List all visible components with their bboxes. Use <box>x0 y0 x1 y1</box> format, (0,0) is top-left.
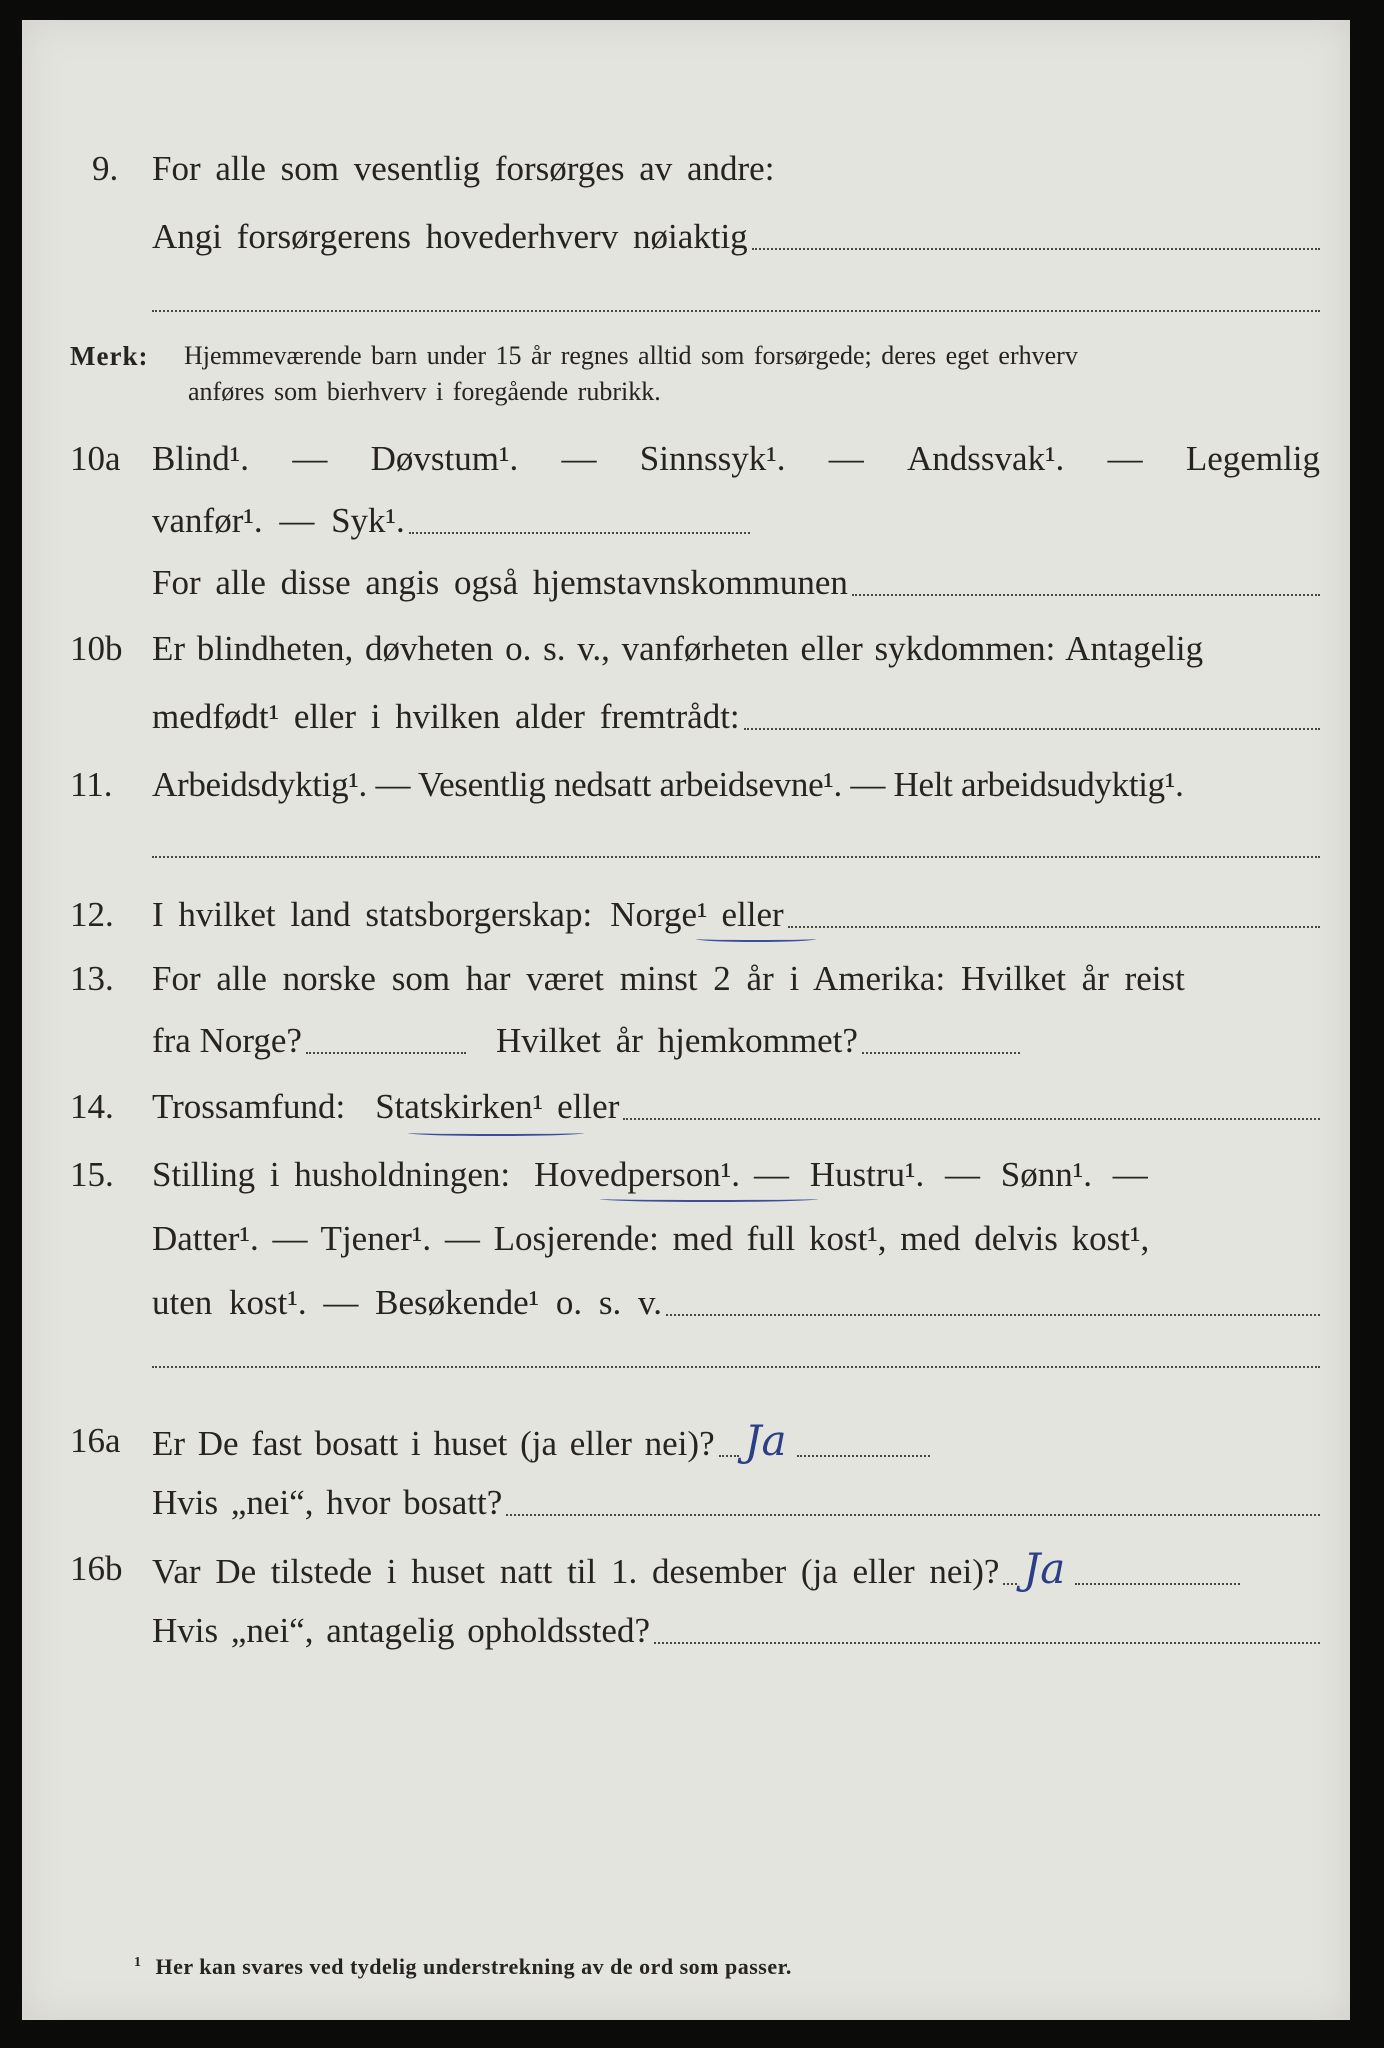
q9-answer-line[interactable] <box>752 248 1320 250</box>
q16b-text-1: Var De tilstede i huset natt til 1. desember (ja eller nei)? <box>152 1552 1000 1591</box>
q10a-dash-4: — <box>1107 439 1143 478</box>
q15-line-3 <box>152 1278 1320 1328</box>
q10b-text-2: medfødt¹ eller i hvilken alder fremtrådt: <box>152 697 740 736</box>
q9-number: 9. <box>92 149 119 188</box>
q14-line-1 <box>152 1082 1320 1132</box>
q11-answer-line[interactable] <box>152 856 1320 858</box>
q16b-row-1 <box>22 1544 1350 1594</box>
q10a-line-2 <box>152 496 750 546</box>
q10a-row-3 <box>22 558 1350 608</box>
q9-row-2 <box>22 212 1350 262</box>
q16a-number: 16a <box>70 1421 121 1460</box>
q14-answer-line[interactable] <box>623 1118 1320 1120</box>
q16b-answer-line[interactable] <box>1075 1583 1240 1585</box>
q16a-text-1: Er De fast bosatt i huset (ja eller nei)? <box>152 1424 715 1463</box>
q11-number: 11. <box>70 765 113 804</box>
q12-number: 12. <box>70 895 114 934</box>
q12-suffix: eller <box>721 895 784 934</box>
merk-label: Merk: <box>70 341 149 371</box>
q10a-number: 10a <box>70 439 121 478</box>
q14-statskirken-underline <box>408 1130 584 1136</box>
q10b-text-1: Er blindheten, døvheten o. s. v., vanførheten eller sykdommen: Antagelig <box>152 629 1204 668</box>
q16a-handwritten-answer[interactable]: Ja <box>744 1416 787 1465</box>
q13-text-1: For alle norske som har været minst 2 år i Amerika: Hvilket år reist <box>152 959 1185 998</box>
q13-row-2 <box>22 1016 1350 1066</box>
q14-option-statskirken[interactable]: Statskirken¹ <box>375 1087 544 1126</box>
q10a-text-2[interactable]: vanfør¹. — Syk¹. <box>152 501 405 540</box>
q16a-text-2: Hvis „nei“, hvor bosatt? <box>152 1483 503 1522</box>
q15-answer-line[interactable] <box>666 1314 1320 1316</box>
q10a-text-3: For alle disse angis også hjemstavnskommunen <box>152 563 848 602</box>
q16b-row-2 <box>22 1606 1350 1656</box>
q10a-row-2 <box>22 496 1350 546</box>
q10b-row-2 <box>22 692 1350 742</box>
q10a-line-1 <box>152 434 1320 484</box>
q16b-text-2: Hvis „nei“, antagelig opholdssted? <box>152 1611 650 1650</box>
q15-text-2[interactable]: Datter¹. — Tjener¹. — Losjerende: med full kost¹, med delvis kost¹, <box>152 1219 1150 1258</box>
q10a-opt-legemlig[interactable]: Legemlig <box>1185 439 1320 478</box>
footnote <box>134 1954 792 1980</box>
census-form-page <box>22 20 1350 2020</box>
q15-text-3[interactable]: uten kost¹. — Besøkende¹ o. s. v. <box>152 1283 663 1322</box>
q10b-line-2 <box>152 692 1320 742</box>
q10a-line-3 <box>152 558 1320 608</box>
q12-prefix: I hvilket land statsborgerskap: <box>152 895 593 934</box>
q9-row-1 <box>22 144 1350 194</box>
q10a-opt-blind[interactable]: Blind¹. <box>152 439 250 478</box>
q11-line-1 <box>152 760 1320 810</box>
q15-option-hovedperson[interactable]: Hovedperson¹. <box>534 1155 741 1194</box>
footnote-mark: 1 <box>134 1954 142 1970</box>
q12-line-1 <box>152 890 1320 940</box>
q10a-opt-dovstum[interactable]: Døvstum¹. <box>370 439 519 478</box>
q16a-row-2 <box>22 1478 1350 1528</box>
q9-line-1 <box>152 144 1320 194</box>
q15-row-1 <box>22 1150 1350 1200</box>
q16b-handwritten-answer[interactable]: Ja <box>1023 1544 1066 1593</box>
q14-suffix: eller <box>557 1087 620 1126</box>
q10a-dash-2: — <box>561 439 597 478</box>
merk-line-1: Hjemmeværende barn under 15 år regnes alltid som forsørgede; deres eget erhverv <box>184 341 1078 370</box>
q13-reist-answer-line[interactable] <box>306 1052 466 1054</box>
q9-extra-line[interactable] <box>152 310 1320 312</box>
q10b-answer-line[interactable] <box>744 728 1320 730</box>
q9-text-2: Angi forsørgerens hovederhverv nøiaktig <box>152 217 748 256</box>
q13-hjemkommet-answer-line[interactable] <box>862 1052 1020 1054</box>
q9-text-1: For alle som vesentlig forsørges av andre: <box>152 149 775 188</box>
q15-number: 15. <box>70 1155 114 1194</box>
q16a-row-1 <box>22 1416 1350 1466</box>
q10a-dash-1: — <box>292 439 328 478</box>
q15-line-2 <box>152 1214 1320 1264</box>
q15-row-2 <box>22 1214 1350 1264</box>
q13-line-2 <box>152 1016 1020 1066</box>
q16a-line-1 <box>152 1416 930 1469</box>
q13-line-1 <box>152 954 1320 1004</box>
q15-extra-line[interactable] <box>152 1366 1320 1368</box>
q10a-syk-answer-line[interactable] <box>409 532 750 534</box>
q14-number: 14. <box>70 1087 114 1126</box>
q15-line-1 <box>152 1150 1320 1200</box>
q16a-answer-line[interactable] <box>797 1455 930 1457</box>
q15-hovedperson-underline <box>600 1196 818 1202</box>
q10a-dash-3: — <box>828 439 864 478</box>
q14-prefix: Trossamfund: <box>152 1087 346 1126</box>
q16a-bosatt-answer-line[interactable] <box>506 1514 1320 1516</box>
merk-line-2: anføres som bierhverv i foregående rubrikk. <box>188 377 661 406</box>
q12-answer-line[interactable] <box>788 926 1320 928</box>
q13-row-1 <box>22 954 1350 1004</box>
q16a-line-2 <box>152 1478 1320 1528</box>
q10a-opt-andssvak[interactable]: Andssvak¹. <box>907 439 1065 478</box>
merk-text <box>184 338 1320 410</box>
q10a-hjemstavn-answer-line[interactable] <box>852 594 1320 596</box>
q16a-lead-1 <box>719 1455 739 1457</box>
q10b-row-1 <box>22 624 1350 674</box>
q11-text-1[interactable]: Arbeidsdyktig¹. — Vesentlig nedsatt arbeidsevne¹. — Helt arbeidsudyktig¹. <box>152 765 1184 804</box>
q15-prefix: Stilling i husholdningen: <box>152 1155 511 1194</box>
q15-row-3 <box>22 1278 1350 1328</box>
q12-row-1 <box>22 890 1350 940</box>
merk-note <box>22 338 1350 418</box>
q10b-line-1 <box>152 624 1320 674</box>
q13-number: 13. <box>70 959 114 998</box>
q16b-opholdssted-answer-line[interactable] <box>654 1642 1320 1644</box>
q10b-number: 10b <box>70 629 123 668</box>
footnote-text: Her kan svares ved tydelig understrekning av de ord som passer. <box>155 1954 792 1979</box>
q13-text-2a: fra Norge? <box>152 1021 302 1060</box>
q9-line-2 <box>152 212 1320 262</box>
q16b-lead-1 <box>1003 1583 1017 1585</box>
q14-row-1 <box>22 1082 1350 1132</box>
q10a-opt-sinnssyk[interactable]: Sinnssyk¹. <box>639 439 786 478</box>
q10a-row-1 <box>22 434 1350 484</box>
q12-norge-underline <box>696 936 816 942</box>
q15-options-rest[interactable]: — Hustru¹. — Sønn¹. — <box>754 1155 1148 1194</box>
q13-text-2b: Hvilket år hjemkommet? <box>495 1021 858 1060</box>
q16b-line-1 <box>152 1544 1240 1597</box>
q12-option-norge[interactable]: Norge¹ <box>610 895 708 934</box>
q11-row-1 <box>22 760 1350 810</box>
q16b-line-2 <box>152 1606 1320 1656</box>
q16b-number: 16b <box>70 1549 123 1588</box>
